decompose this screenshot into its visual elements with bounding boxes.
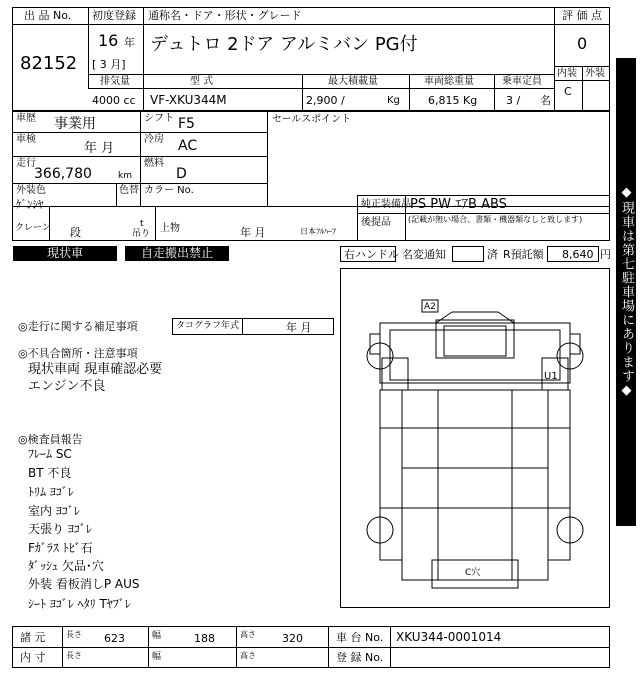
inner-size-label: 内 寸 bbox=[20, 651, 46, 664]
lot-label: 出 品 No. bbox=[24, 9, 72, 22]
displacement-label: 排気量 bbox=[100, 76, 130, 87]
capacity: 3 / bbox=[506, 94, 521, 107]
equipment-value: PS PW ｴｱB ABS bbox=[410, 197, 507, 212]
crane-ton: t bbox=[140, 219, 144, 229]
mileage-unit: km bbox=[118, 171, 132, 181]
inspector-line-4: 室内 ﾖｺﾞﾚ bbox=[28, 504, 80, 518]
year-unit: 年 bbox=[124, 36, 135, 49]
height-value: 320 bbox=[282, 632, 303, 645]
interior-grade-label: 内装 bbox=[557, 68, 577, 79]
length-value: 623 bbox=[104, 632, 125, 645]
name-change-box bbox=[452, 246, 484, 262]
ac-value: AC bbox=[178, 138, 198, 154]
history-label: 車歴 bbox=[16, 113, 36, 124]
inspector-title: ◎検査員報告 bbox=[18, 433, 83, 446]
crane-hang: 吊り bbox=[132, 229, 151, 239]
gross-weight-label: 車両総重量 bbox=[424, 76, 474, 87]
no-self-drive-badge: 自走搬出禁止 bbox=[125, 246, 229, 261]
supplement-title: ◎走行に関する補足事項 bbox=[18, 320, 138, 333]
steering-value: 右ハンドル bbox=[344, 248, 399, 261]
max-load: 2,900 / bbox=[306, 94, 345, 107]
defect-line-1: 現状車両 現車確認必要 bbox=[28, 362, 163, 377]
color-number-label: カラー No. bbox=[144, 185, 194, 196]
crane-step: 段 bbox=[70, 226, 81, 239]
shift-label: シフト bbox=[144, 113, 174, 124]
tachograph-label: タコグラフ年式 bbox=[176, 321, 240, 331]
first-registration-year: 16 bbox=[98, 31, 119, 50]
inspector-line-7: ﾀﾞｯｼｭ 欠品･穴 bbox=[28, 559, 104, 573]
sales-point-label: セールスポイント bbox=[272, 114, 352, 125]
max-load-unit: Kg bbox=[387, 95, 400, 106]
equipment-label: 純正装備品 bbox=[361, 199, 411, 210]
inspector-line-6: Fｶﾞﾗｽ ﾄﾋﾞ石 bbox=[28, 541, 93, 555]
first-registration-label: 初度登録 bbox=[92, 9, 136, 22]
capacity-label: 乗車定員 bbox=[502, 76, 542, 87]
inspector-line-9: ｼｰﾄ ﾖｺﾞﾚ ﾍﾀﾘ Tﾔﾌﾞﾚ bbox=[28, 597, 131, 611]
inspection-value: 年 月 bbox=[84, 141, 115, 156]
mileage-value: 366,780 bbox=[34, 166, 92, 182]
chassis-label: 車 台 No. bbox=[336, 631, 384, 644]
inspector-line-1: ﾌﾚｰﾑ SC bbox=[28, 447, 72, 461]
aftermarket-label: 後提品 bbox=[361, 217, 391, 228]
width-value: 188 bbox=[194, 632, 215, 645]
damage-mark-u1: U1 bbox=[544, 371, 558, 382]
color-value: ｹﾞﾝｼﾔ bbox=[16, 198, 44, 211]
history-value: 事業用 bbox=[54, 116, 96, 132]
model-code: VF-XKU344M bbox=[150, 93, 227, 107]
chassis-number: XKU344-0001014 bbox=[396, 630, 502, 644]
mileage-label: 走行 bbox=[16, 158, 36, 169]
tachograph-value: 年 月 bbox=[286, 321, 312, 334]
truck-outline bbox=[340, 268, 610, 608]
fuel-label: 燃料 bbox=[144, 158, 164, 169]
color-change-label: 色替 bbox=[119, 185, 139, 196]
name-change-label: 名変通知 bbox=[402, 248, 446, 261]
inspector-line-5: 天張り ﾖｺﾞﾚ bbox=[28, 522, 92, 536]
exterior-grade-label: 外装 bbox=[585, 68, 605, 79]
defect-line-2: エンジン不良 bbox=[28, 379, 106, 394]
defect-title: ◎不具合箇所・注意事項 bbox=[18, 347, 138, 360]
interior-grade: C bbox=[564, 85, 572, 98]
upper-body-maker: 日本ﾌﾙﾊｰﾌ bbox=[300, 227, 336, 236]
upper-body-date: 年 月 bbox=[240, 226, 266, 239]
first-registration-month: [ 3 月] bbox=[92, 58, 126, 71]
length-label: 長さ bbox=[66, 630, 82, 639]
damage-mark-a2: A2 bbox=[424, 302, 436, 312]
inspector-line-8: 外装 看板消しP AUS bbox=[28, 577, 140, 591]
displacement: 4000 cc bbox=[92, 94, 136, 107]
ac-label: 冷房 bbox=[144, 134, 164, 145]
inner-width-label: 幅 bbox=[152, 652, 162, 662]
gross-weight: 6,815 Kg bbox=[428, 94, 478, 107]
width-label: 幅 bbox=[152, 631, 162, 641]
model-label: 型 式 bbox=[190, 76, 214, 87]
location-notice: ◆現車は第七駐車場にあります◆ bbox=[616, 58, 636, 526]
damage-mark-c: C穴 bbox=[465, 568, 481, 578]
car-name-label: 通称名・ドア・形状・グレード bbox=[148, 9, 302, 22]
inspector-line-2: BT 不良 bbox=[28, 466, 72, 480]
yen-unit: 円 bbox=[600, 248, 611, 261]
current-state-badge: 現状車 bbox=[13, 246, 117, 261]
recycle-label: R預託額 bbox=[503, 248, 544, 261]
inner-length-label: 長さ bbox=[66, 651, 82, 660]
height-label: 高さ bbox=[240, 630, 256, 639]
inspector-line-3: ﾄﾘﾑ ﾖｺﾞﾚ bbox=[28, 485, 74, 499]
recycle-prefix: 済 bbox=[487, 248, 498, 261]
registration-label: 登 録 No. bbox=[336, 651, 384, 664]
shift-value: F5 bbox=[178, 116, 195, 132]
upper-body-label: 上物 bbox=[160, 223, 180, 234]
capacity-unit: 名 bbox=[540, 94, 551, 107]
inspection-label: 車検 bbox=[16, 134, 36, 145]
max-load-label: 最大積載量 bbox=[328, 76, 378, 87]
grade-label: 評 価 点 bbox=[562, 9, 602, 22]
spec-label: 諸 元 bbox=[20, 631, 46, 644]
recycle-amount: 8,640 bbox=[562, 248, 594, 261]
crane-label: クレーン bbox=[15, 223, 51, 233]
color-label: 外装色 bbox=[16, 185, 46, 196]
overall-grade: 0 bbox=[577, 34, 588, 53]
inner-height-label: 高さ bbox=[240, 651, 256, 660]
lot-number: 82152 bbox=[20, 53, 78, 74]
car-name: デュトロ 2ドア アルミバン PG付 bbox=[150, 34, 418, 55]
fuel-value: D bbox=[176, 166, 187, 182]
aftermarket-note: (記載が無い場合、書類・機器類なしと致します) bbox=[408, 215, 583, 224]
